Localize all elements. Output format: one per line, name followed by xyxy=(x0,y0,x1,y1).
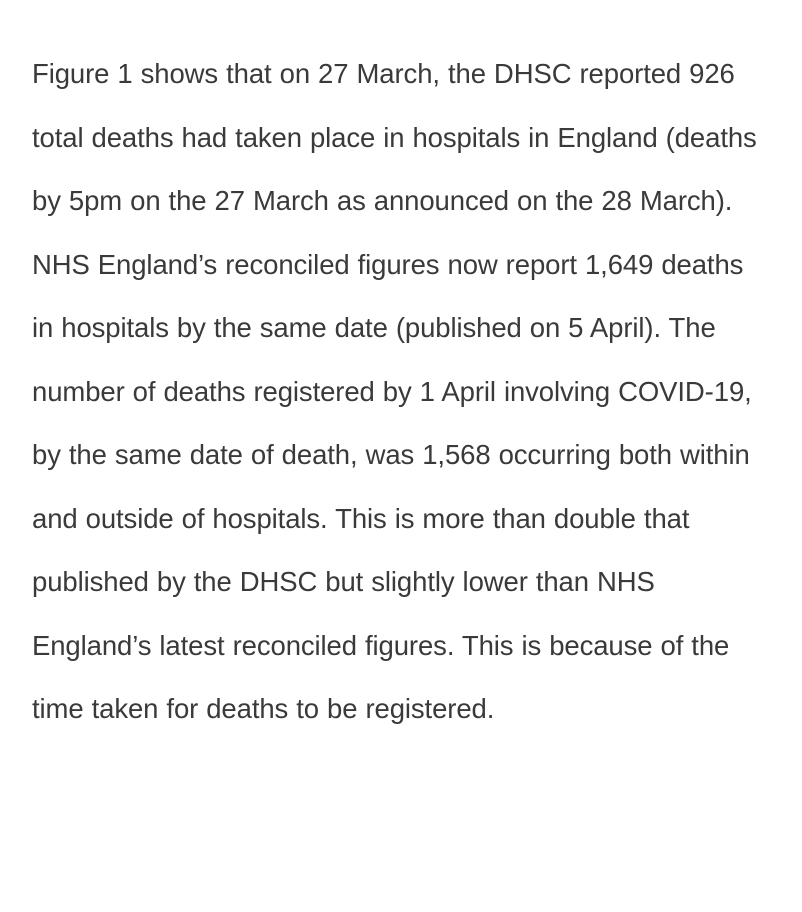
body-paragraph: Figure 1 shows that on 27 March, the DHSC reported 926 total deaths had taken place in hospitals in England (deaths by 5pm on the 27 March as announced on the 28 March). NHS England’s reconciled figures now report 1,649 deaths in hospitals by the same date (published on 5 April). The number of deaths registered by 1 April involving COVID-19, by the same date of death, was 1,568 occurring both within and outside of hospitals. This is more than double that published by the DHSC but slightly lower than NHS England’s latest reconciled figures. This is because of the time taken for deaths to be registered. xyxy=(32,58,757,724)
